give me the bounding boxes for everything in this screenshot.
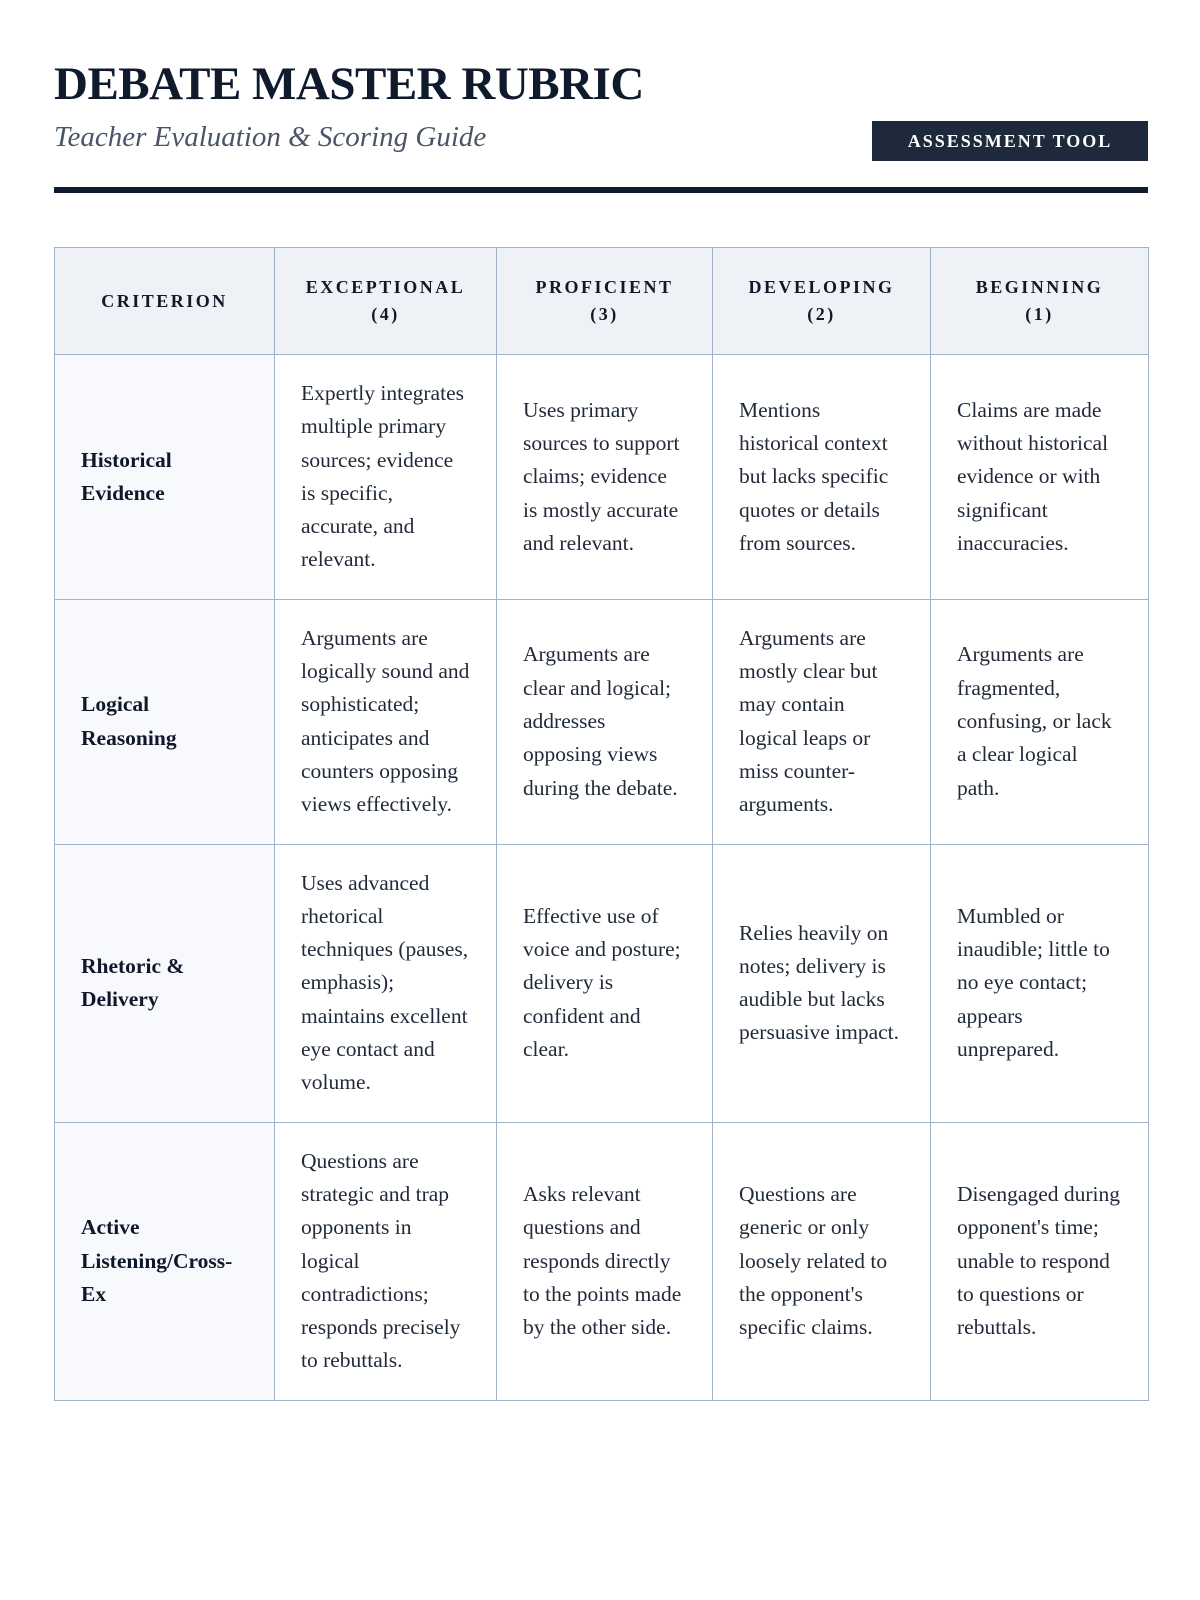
descriptor-exceptional: Uses advanced rhetorical techniques (pauses, emphasis); maintains excellent eye contact and volume. (275, 844, 497, 1122)
level-points: (3) (590, 304, 619, 324)
page-header (54, 0, 1148, 196)
level-label: DEVELOPING (748, 277, 895, 297)
descriptor-beginning: Claims are made without historical evidence or with significant inaccuracies. (931, 355, 1149, 600)
descriptor-proficient: Asks relevant questions and responds directly to the points made by the other side. (497, 1122, 713, 1400)
descriptor-beginning: Disengaged during opponent's time; unable to respond to questions or rebuttals. (931, 1122, 1149, 1400)
descriptor-beginning: Mumbled or inaudible; little to no eye contact; appears unprepared. (931, 844, 1149, 1122)
page-title: DEBATE MASTER RUBRIC (54, 58, 644, 110)
descriptor-developing: Arguments are mostly clear but may contain logical leaps or miss counter-arguments. (713, 599, 931, 844)
level-label: BEGINNING (975, 277, 1104, 297)
criterion-name: Rhetoric & Delivery (55, 844, 275, 1122)
descriptor-exceptional: Arguments are logically sound and sophisticated; anticipates and counters opposing views effectively. (275, 599, 497, 844)
header-divider (54, 187, 1148, 193)
descriptor-developing: Questions are generic or only loosely related to the opponent's specific claims. (713, 1122, 931, 1400)
descriptor-exceptional: Expertly integrates multiple primary sources; evidence is specific, accurate, and relevant. (275, 355, 497, 600)
descriptor-developing: Relies heavily on notes; delivery is audible but lacks persuasive impact. (713, 844, 931, 1122)
descriptor-beginning: Arguments are fragmented, confusing, or lack a clear logical path. (931, 599, 1149, 844)
page-subtitle: Teacher Evaluation & Scoring Guide (54, 121, 487, 153)
level-points: (1) (1025, 304, 1054, 324)
rubric-table (54, 247, 1149, 1401)
header-row (55, 248, 1149, 355)
rubric-row-historical-evidence (55, 355, 1149, 600)
column-header-exceptional (275, 248, 497, 355)
assessment-tool-badge: ASSESSMENT TOOL (872, 121, 1148, 161)
criterion-name: Logical Reasoning (55, 599, 275, 844)
rubric-row-logical-reasoning (55, 599, 1149, 844)
rubric-row-rhetoric-delivery (55, 844, 1149, 1122)
descriptor-proficient: Uses primary sources to support claims; evidence is mostly accurate and relevant. (497, 355, 713, 600)
column-header-beginning (931, 248, 1149, 355)
descriptor-proficient: Arguments are clear and logical; addresses opposing views during the debate. (497, 599, 713, 844)
descriptor-exceptional: Questions are strategic and trap opponents in logical contradictions; responds precisely to rebuttals. (275, 1122, 497, 1400)
column-header-proficient (497, 248, 713, 355)
level-label: EXCEPTIONAL (305, 277, 466, 297)
level-points: (2) (807, 304, 836, 324)
level-label: PROFICIENT (535, 277, 674, 297)
column-header-developing (713, 248, 931, 355)
rubric-row-active-listening (55, 1122, 1149, 1400)
descriptor-developing: Mentions historical context but lacks specific quotes or details from sources. (713, 355, 931, 600)
column-header-criterion: CRITERION (55, 248, 275, 355)
level-points: (4) (371, 304, 400, 324)
criterion-name: Historical Evidence (55, 355, 275, 600)
criterion-name: Active Listening/Cross-Ex (55, 1122, 275, 1400)
descriptor-proficient: Effective use of voice and posture; delivery is confident and clear. (497, 844, 713, 1122)
